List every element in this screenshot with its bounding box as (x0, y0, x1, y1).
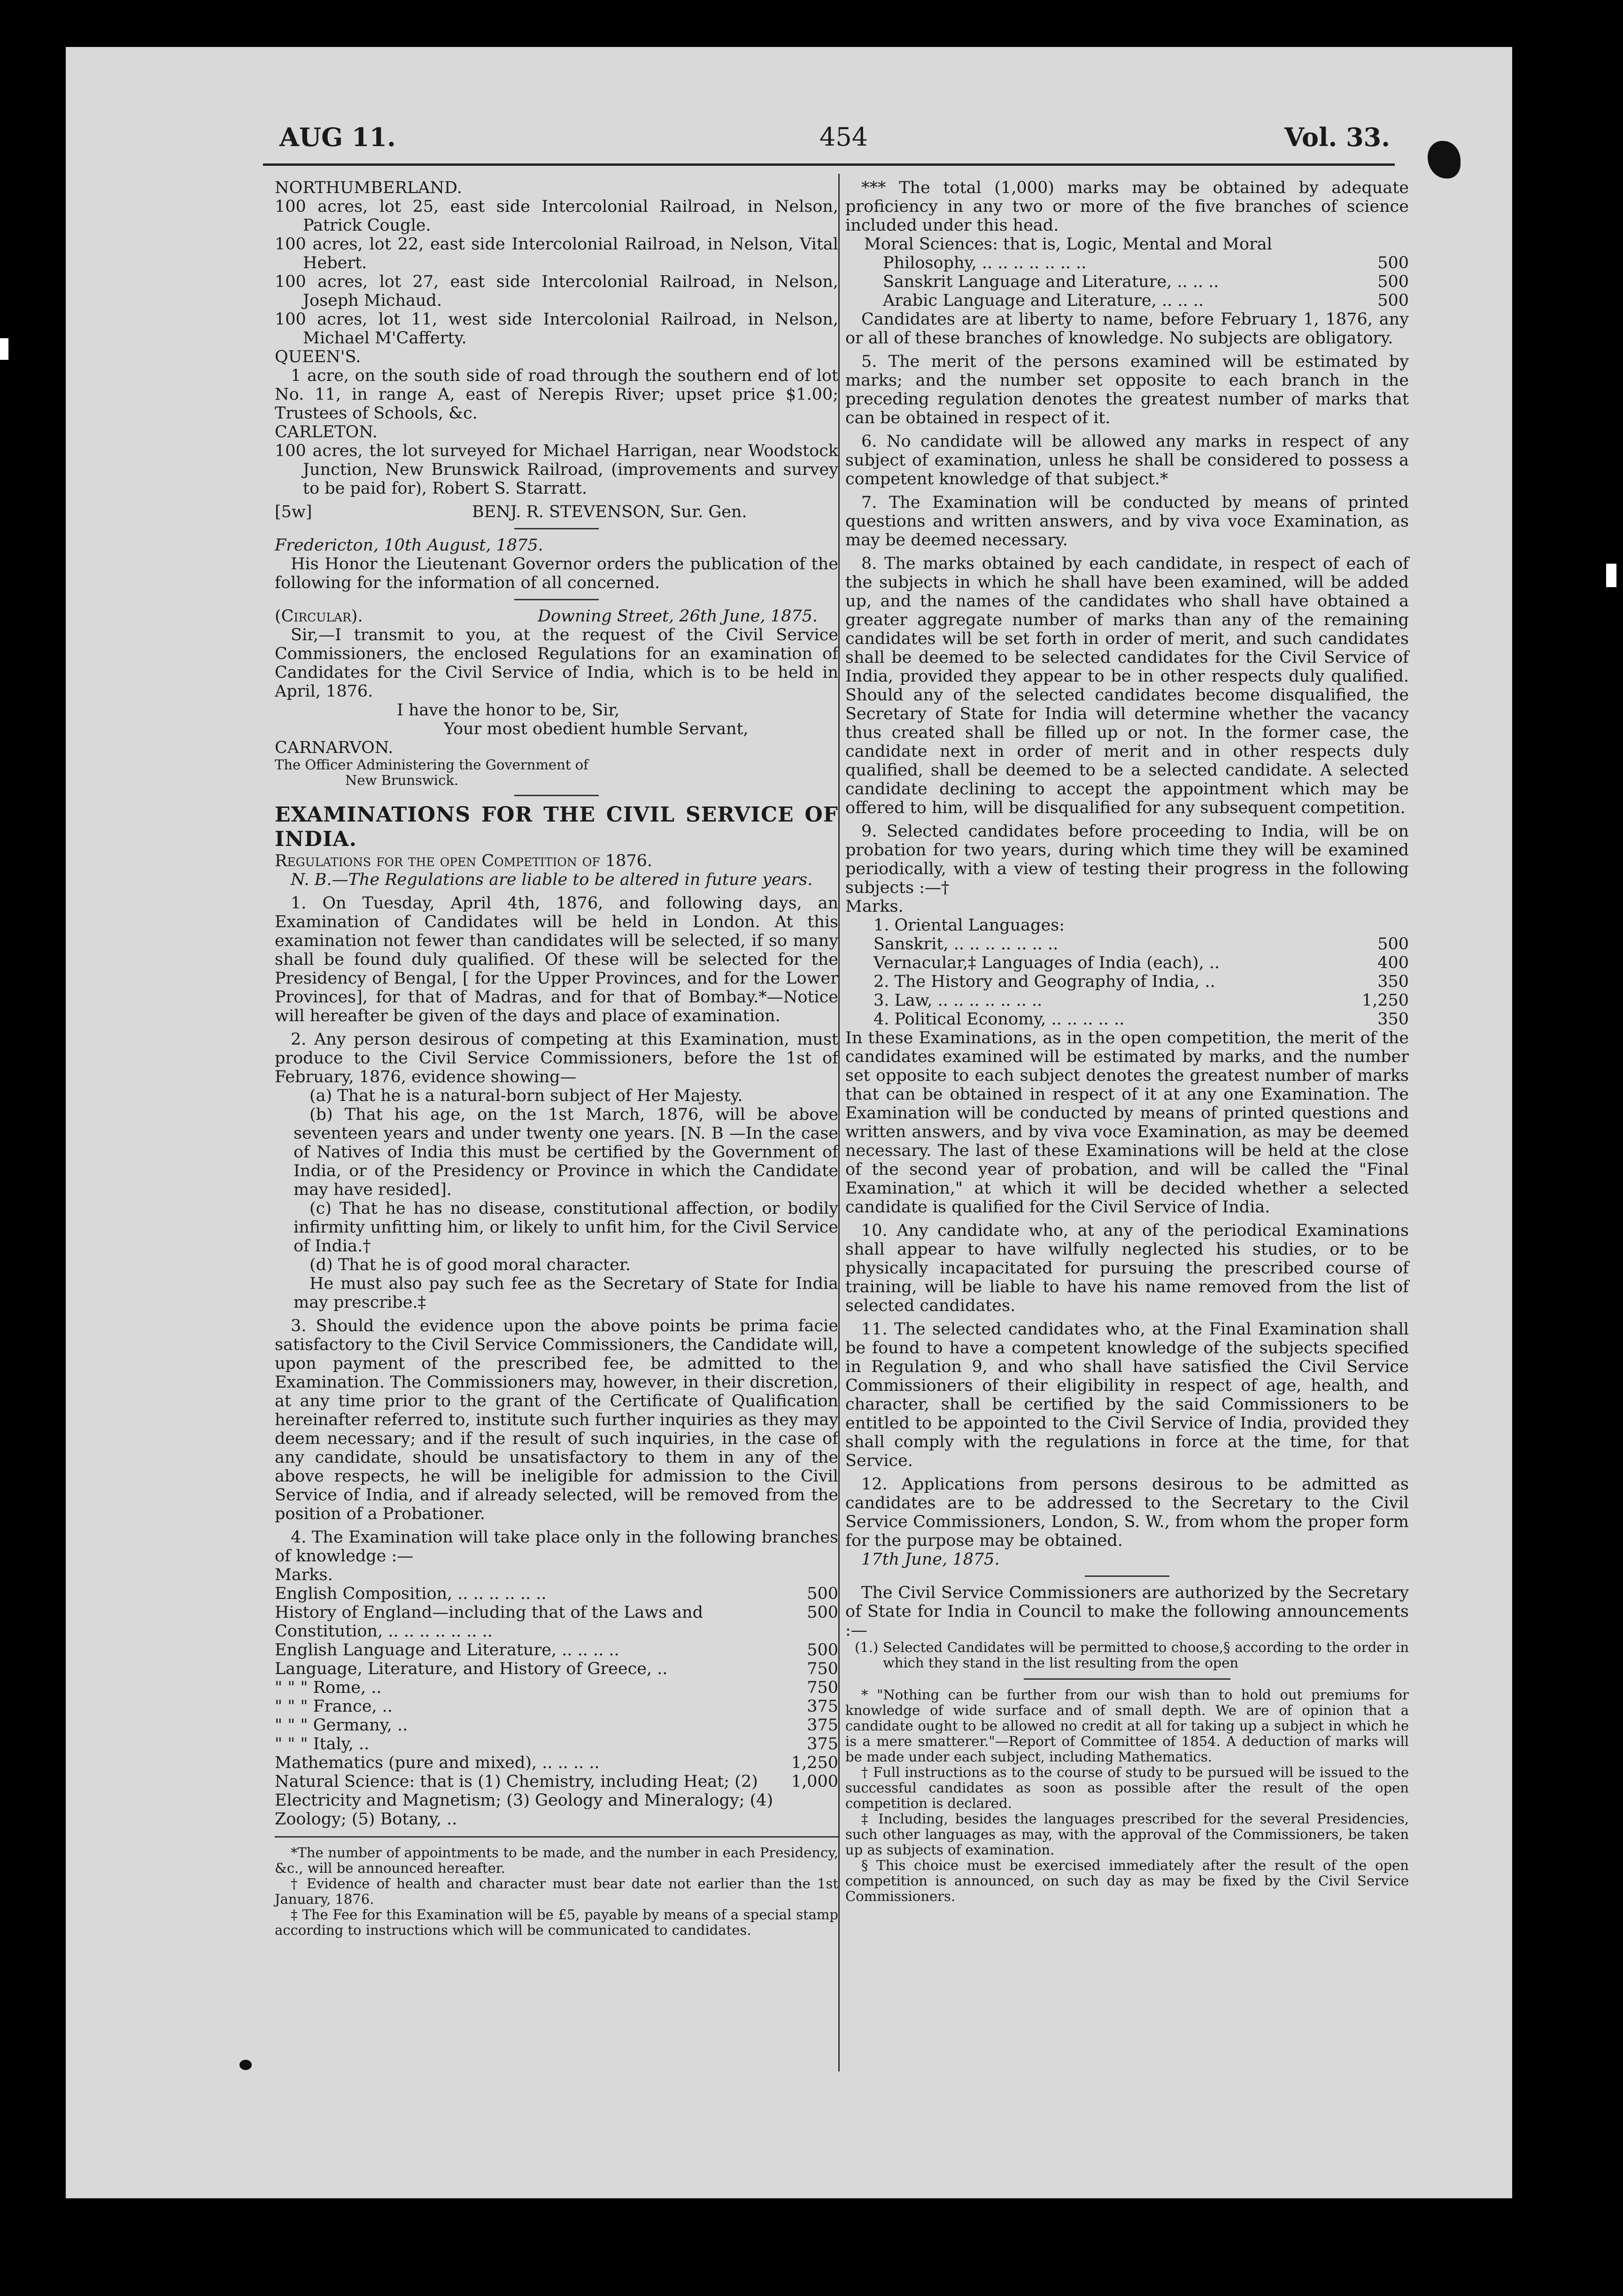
requirement-b: (b) That his age, on the 1st March, 1876, will be above seventeen years and under twenty one years. [N. B —In the case of Natives of India this must be certified by the Government of India, or of the Presidency or Province in which the Candidate may have resided]. (294, 1105, 838, 1199)
subject-label: " " " Germany, .. (275, 1716, 408, 1735)
subject-label: Sanskrit, .. .. .. .. .. .. .. (873, 935, 1059, 954)
subject-marks: 1,000 (791, 1772, 838, 1791)
subject-marks: 750 (807, 1660, 838, 1678)
regulation-1: 1. On Tuesday, April 4th, 1876, and following days, an Examination of Candidates will be held in London. At this examination not fewer than candidates will be selected, if so many shall be found duly qualified. Of these will be selected for the Presidency of Bengal, [ for the Upper Provinces, and for the Lower Provinces], for that of Madras, and for that of Bombay.*—Notice will hereafter be given of the days and place of examination. (275, 894, 838, 1025)
subject-marks (1352, 916, 1409, 935)
subject-heading: Moral Sciences: that is, Logic, Mental and Moral (864, 235, 1272, 254)
subject-row (275, 1584, 838, 1603)
scan-artifact (1606, 564, 1616, 587)
subject-label: 1. Oriental Languages: (873, 916, 1065, 935)
subject-marks: 750 (807, 1678, 838, 1697)
announcement-intro: The Civil Service Commissioners are authorized by the Secretary of State for India in Council to make the following announcements :— (845, 1583, 1409, 1640)
requirement-a: (a) That he is a natural-born subject of Her Majesty. (309, 1086, 743, 1105)
land-entry: 100 acres, lot 11, west side Intercolonial Railroad, in Nelson, Michael M'Cafferty. (275, 310, 838, 348)
footnote: † Full instructions as to the course of study to be pursued will be issued to the successful candidates as soon as possible after the result of the open competition is declared. (845, 1764, 1409, 1811)
requirement-d: (d) That he is of good moral character. (309, 1256, 631, 1274)
article-note: N. B.—The Regulations are liable to be altered in future years. (291, 870, 813, 889)
subject-row (873, 954, 1409, 972)
subject-label: 2. The History and Geography of India, .. (873, 972, 1215, 991)
subject-label: " " " Italy, .. (275, 1735, 370, 1753)
subject-row (275, 1735, 838, 1753)
letter-recipient: New Brunswick. (345, 772, 459, 788)
subject-marks: 400 (1377, 954, 1409, 972)
subject-label: Arabic Language and Literature, .. .. .. (883, 291, 1204, 310)
land-entry: 1 acre, on the south side of road through the southern end of lot No. 11, in range A, east of Nerepis River; upset price $1.00; Trustees of Schools, &c. (275, 366, 838, 423)
footnote: § This choice must be exercised immediately after the result of the open competition is announced, on such day as may be fixed by the Civil Service Commissioners. (845, 1857, 1409, 1904)
subject-marks: 350 (1377, 972, 1409, 991)
subject-row (873, 935, 1409, 954)
subject-row (883, 272, 1409, 291)
requirement-fee: He must also pay such fee as the Secretary of State for India may prescribe.‡ (294, 1274, 838, 1312)
article-title: EXAMINATIONS FOR THE CIVIL SERVICE OF INDIA. (275, 803, 838, 851)
land-entry: 100 acres, lot 27, east side Intercolonial Railroad, in Nelson, Joseph Michaud. (275, 272, 838, 310)
subject-label: Language, Literature, and History of Greece, .. (275, 1660, 668, 1678)
subject-marks: 375 (807, 1697, 838, 1716)
section-heading: NORTHUMBERLAND. (275, 178, 462, 197)
subject-marks: 1,250 (1361, 991, 1409, 1010)
signature-line (275, 503, 838, 521)
subject-label: History of England—including that of the Laws and Constitution, .. .. .. .. .. .. .. (275, 1603, 703, 1641)
subject-row (275, 1641, 838, 1660)
subject-marks: 375 (807, 1735, 838, 1753)
subjects-table (845, 254, 1409, 310)
letter-closing: Your most obedient humble Servant, (444, 720, 749, 738)
regulation-3: 3. Should the evidence upon the above points be prima facie satisfactory to the Civil Service Commissioners, the Candidate will, upon payment of the prescribed fee, be admitted to the Examination. The Commissioners may, however, in their discretion, at any time prior to the grant of the Certificate of Qualification hereinafter referred to, institute such further inquiries as they may deem necessary; and if the result of such inquiries, in the case of any candidate, should be unsatisfactory to them in any of the above respects, he will be ineligible for admission to the Civil Service of India, and if already selected, will be removed from the position of a Probationer. (275, 1317, 838, 1523)
subject-marks: 375 (807, 1716, 838, 1735)
subject-label: Philosophy, .. .. .. .. .. .. .. (883, 254, 1087, 272)
subject-row (873, 916, 1409, 935)
probation-subjects-table (845, 916, 1409, 1029)
article-subtitle: Regulations for the open Competition of 1876. (275, 852, 653, 870)
subject-row (873, 1010, 1409, 1029)
regulation-8: 8. The marks obtained by each candidate, in respect of each of the subjects in which he shall have been examined, will be added up, and the names of the candidates who shall have obtained a greater aggregate number of marks than any of the remaining candidates will be set forth in order of merit, and such candidates shall be deemed to be selected candidates for the Civil Service of India, provided they appear to be in other respects duly qualified. Should any of the selected candidates become disqualified, the Secretary of State for India will determine whether the vacancy thus created shall be filled up or not. In the former case, the candidate next in order of merit and in other respects duly qualified, shall be deemed to be a selected candidate. A selected candidate declining to accept the appointment which may be offered to him, will be disqualified for any subsequent competition. (845, 554, 1409, 817)
scan-artifact (0, 338, 8, 360)
header-volume: Vol. 33. (1284, 122, 1391, 152)
marks-heading: Marks. (845, 897, 904, 916)
subject-marks: 500 (807, 1584, 838, 1603)
left-column (275, 178, 838, 1938)
section-heading: CARLETON. (275, 423, 378, 442)
subject-label: Vernacular,‡ Languages of India (each), .. (873, 954, 1220, 972)
subject-row (275, 1603, 838, 1641)
subject-label: English Language and Literature, .. .. .. .. (275, 1641, 619, 1660)
subject-row (873, 972, 1409, 991)
regulation-10: 10. Any candidate who, at any of the periodical Examinations shall appear to have wilfully neglected his studies, or to be physically incapacitated for pursuing the prescribed course of training, will be liable to have his name removed from the list of selected candidates. (845, 1221, 1409, 1315)
ink-blot (240, 2060, 252, 2070)
liberty-note: Candidates are at liberty to name, before February 1, 1876, any or all of these branches of knowledge. No subjects are obligatory. (845, 310, 1409, 348)
section-heading: QUEEN'S. (275, 348, 361, 366)
subject-marks: 1,250 (791, 1753, 838, 1772)
subject-row (275, 1772, 838, 1829)
notice-text: His Honor the Lieutenant Governor orders the publication of the following for the information of all concerned. (275, 555, 838, 592)
subject-row (275, 1716, 838, 1735)
subject-label: Natural Science: that is (1) Chemistry, including Heat; (2) Electricity and Magnetism; (3) Geology and Mineralogy; (4) Zoology; (5) Botany, .. (275, 1772, 773, 1829)
right-column (845, 178, 1409, 1904)
marks-heading: Marks. (275, 1566, 333, 1584)
regulation-2: 2. Any person desirous of competing at this Examination, must produce to the Civil Service Commissioners, before the 1st of February, 1876, evidence showing— (275, 1030, 838, 1086)
letter-body: Sir,—I transmit to you, at the request of the Civil Service Commissioners, the enclosed Regulations for an examination of Candidates for the Civil Service of India, which is to be held in April, 1876. (275, 626, 838, 701)
header-page-number: 454 (819, 122, 868, 152)
footnote: *The number of appointments to be made, and the number in each Presidency, &c., will be announced hereafter. (275, 1845, 838, 1876)
subject-label: 4. Political Economy, .. .. .. .. .. (873, 1010, 1125, 1029)
subject-marks: 500 (1377, 254, 1409, 272)
circular-label: (Circular). (275, 607, 363, 626)
subject-marks: 350 (1377, 1010, 1409, 1029)
subject-row (883, 291, 1409, 310)
subject-marks: 500 (1377, 272, 1409, 291)
land-entry: 100 acres, the lot surveyed for Michael Harrigan, near Woodstock Junction, New Brunswick Railroad, (improvements and survey to be paid for), Robert S. Starratt. (275, 442, 838, 498)
subject-row (275, 1678, 838, 1697)
subject-marks: 500 (807, 1603, 838, 1622)
requirement-c: (c) That he has no disease, constitutional affection, or bodily infirmity unfitting him, or likely to unfit him, for the Civil Service of India.† (294, 1199, 838, 1256)
letter-closing: I have the honor to be, Sir, (397, 701, 620, 720)
subject-label: " " " Rome, .. (275, 1678, 382, 1697)
subject-row (275, 1753, 838, 1772)
regulation-12: 12. Applications from persons desirous to be admitted as candidates are to be addressed to the Secretary to the Civil Service Commissioners, London, S. W., from whom the proper form for the purpose may be obtained. (845, 1475, 1409, 1550)
subject-marks: 500 (1377, 935, 1409, 954)
subject-label: Mathematics (pure and mixed), .. .. .. .. (275, 1753, 600, 1772)
header-rule (263, 163, 1395, 166)
science-note: *** The total (1,000) marks may be obtained by adequate proficiency in any two or more of the five branches of science included under this head. (845, 178, 1409, 235)
subject-row (275, 1660, 838, 1678)
subject-row (275, 1697, 838, 1716)
signature-name: BENJ. R. STEVENSON, Sur. Gen. (472, 503, 747, 521)
land-entry: 100 acres, lot 25, east side Intercolonial Railroad, in Nelson, Patrick Cougle. (275, 197, 838, 235)
dateline: Fredericton, 10th August, 1875. (275, 536, 543, 555)
subject-label: " " " France, .. (275, 1697, 393, 1716)
subject-marks: 500 (1377, 291, 1409, 310)
signature-code: [5w] (275, 503, 312, 521)
subject-label: 3. Law, .. .. .. .. .. .. .. (873, 991, 1043, 1010)
subject-label: English Composition, .. .. .. .. .. .. (275, 1584, 547, 1603)
circular-date: Downing Street, 26th June, 1875. (538, 607, 818, 626)
regulation-7: 7. The Examination will be conducted by means of printed questions and written answers, and by viva voce Examination, as may be deemed necessary. (845, 493, 1409, 550)
regulation-6: 6. No candidate will be allowed any marks in respect of any subject of examination, unless he shall be considered to possess a competent knowledge of that subject.* (845, 432, 1409, 489)
subject-row (873, 991, 1409, 1010)
header-date: AUG 11. (279, 122, 396, 152)
subject-marks: 500 (807, 1641, 838, 1660)
regulation-9: 9. Selected candidates before proceeding to India, will be on probation for two years, during which time they will be examined periodically, with a view of testing their progress in the following subjects :—† (845, 822, 1409, 897)
regulation-4: 4. The Examination will take place only in the following branches of knowledge :— (275, 1528, 838, 1566)
regulation-11: 11. The selected candidates who, at the Final Examination shall be found to have a competent knowledge of the subjects specified in Regulation 9, and who shall have satisfied the Civil Service Commissioners of their eligibility in respect of age, health, and character, shall be certified by the said Commissioners to be entitled to be appointed to the Civil Service of India, provided they shall comply with the regulations in force at the time, for that Service. (845, 1320, 1409, 1470)
subject-row (883, 254, 1409, 272)
footnote: ‡ Including, besides the languages prescribed for the several Presidencies, such other languages as may, with the approval of the Commissioners, be taken up as subjects of examination. (845, 1811, 1409, 1858)
column-rule (838, 174, 840, 2071)
announcement-item: (1.) Selected Candidates will be permitted to choose,§ according to the order in which they stand in the list resulting from the open (855, 1639, 1409, 1671)
land-entry: 100 acres, lot 22, east side Intercolonial Railroad, in Nelson, Vital Hebert. (275, 235, 838, 272)
open-competition-text: In these Examinations, as in the open competition, the merit of the candidates examined will be estimated by marks, and the number set opposite to each subject denotes the greatest number of marks that can be obtained in respect of it at any one Examination. The Examination will be conducted by means of printed questions and written answers, and by viva voce Examination, as may be deemed necessary. The last of these Examinations will be held at the close of the second year of probation, and will be called the "Final Examination," at which it will be decided whether a selected candidate is qualified for the Civil Service of India. (845, 1029, 1409, 1217)
footnote: † Evidence of health and character must bear date not earlier than the 1st January, 1876. (275, 1876, 838, 1907)
regulation-date: 17th June, 1875. (861, 1550, 1000, 1569)
footnote: * "Nothing can be further from our wish than to hold out premiums for knowledge of wide surface and of small depth. We are of opinion that a candidate ought to be allowed no credit at all for taking up a subject in which he is a mere smatterer."—Report of Committee of 1854. A deduction of marks will be made under each subject, including Mathematics. (845, 1687, 1409, 1765)
subject-label: Sanskrit Language and Literature, .. .. .. (883, 272, 1219, 291)
letter-signature: CARNARVON. (275, 738, 394, 757)
regulation-5: 5. The merit of the persons examined will be estimated by marks; and the number set opposite to each branch in the preceding regulation denotes the greatest number of marks that can be obtained in respect of it. (845, 352, 1409, 427)
circular-line (275, 607, 838, 626)
letter-recipient: The Officer Administering the Government of (275, 757, 588, 773)
subjects-table (275, 1584, 838, 1829)
footnote: ‡ The Fee for this Examination will be £5, payable by means of a special stamp according to instructions which will be communicated to candidates. (275, 1907, 838, 1938)
